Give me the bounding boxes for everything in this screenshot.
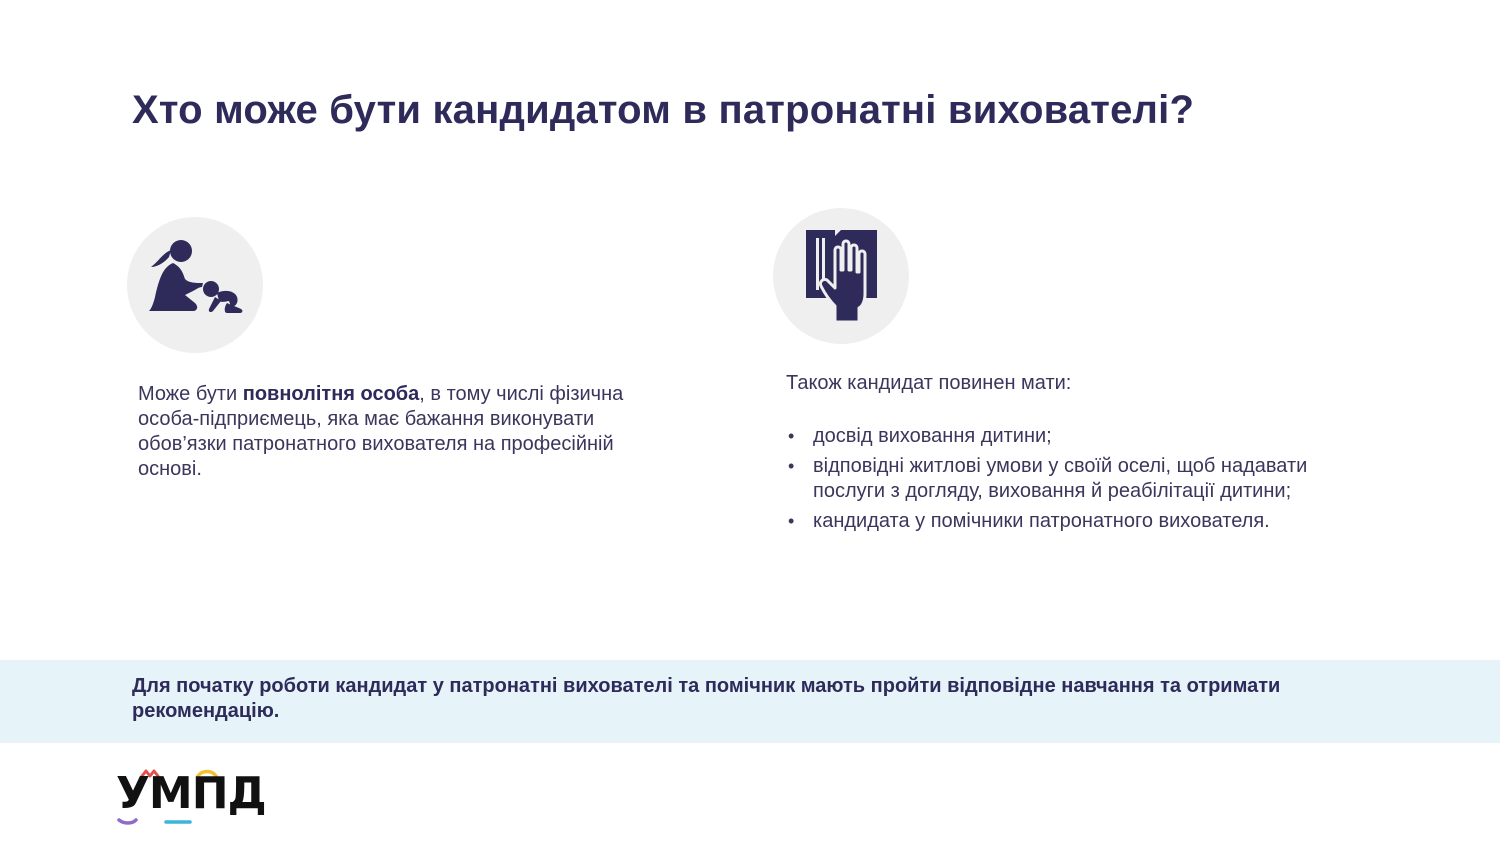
bullet-dot: • — [788, 456, 795, 476]
list-item — [786, 454, 1346, 504]
left-text-end: , в тому числі фізична особа-підприємець, яка має бажання виконувати обов’язки патронатного вихователя на професійній основі. — [138, 383, 624, 480]
list-item — [786, 424, 1346, 449]
bullet-dot: • — [788, 426, 795, 446]
requirements-intro: Також кандидат повинен мати: — [786, 372, 1072, 394]
list-item-text: досвід виховання дитини; — [813, 425, 1052, 447]
requirements-list — [786, 424, 1346, 534]
caregiver-icon-badge — [127, 217, 263, 353]
logo-wordmark: УМПД — [116, 768, 266, 819]
right-description — [786, 371, 1346, 539]
bullet-dot: • — [788, 511, 795, 531]
list-item — [786, 509, 1346, 534]
banner-text: Для початку роботи кандидат у патронатні вихователі та помічник мають пройти відповідне навчання та отримати рекомендацію. — [132, 675, 1281, 722]
oath-icon-badge — [773, 208, 909, 344]
left-text-bold: повнолітня особа — [242, 383, 420, 405]
left-text-start: Може бути — [138, 383, 243, 405]
info-banner — [0, 660, 1500, 743]
caregiver-with-crawling-baby-icon — [127, 217, 263, 353]
list-item-text: кандидата у помічники патронатного вихователя. — [813, 510, 1270, 532]
page-title: Хто може бути кандидатом в патронатні вихователі? — [132, 88, 1195, 132]
umpd-logo — [116, 768, 266, 826]
list-item-text: відповідні житлові умови у своїй оселі, щоб надавати послуги з догляду, виховання й реабілітації дитини; — [813, 455, 1308, 502]
left-description — [138, 382, 678, 482]
hand-on-book-oath-icon — [773, 208, 909, 344]
